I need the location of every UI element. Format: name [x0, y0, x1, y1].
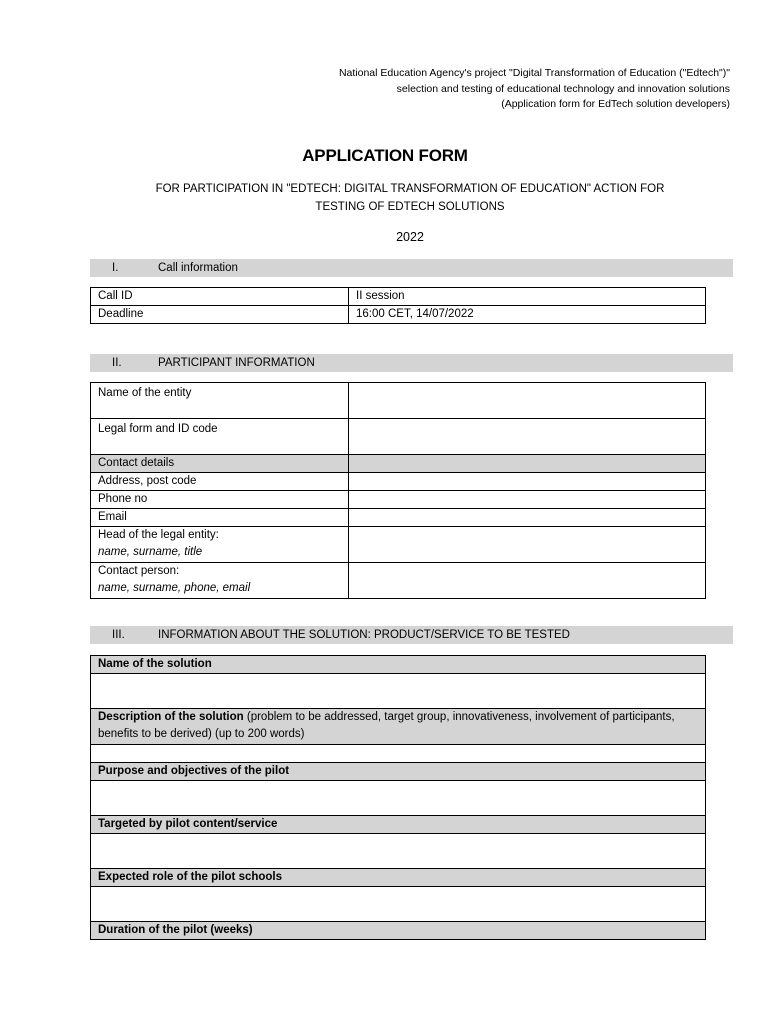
section-2-title: PARTICIPANT INFORMATION	[158, 357, 315, 369]
subtitle-line-1: FOR PARTICIPATION IN "EDTECH: DIGITAL TRANSFORMATION OF EDUCATION" ACTION FOR	[155, 183, 665, 195]
solution-info-table	[90, 655, 706, 940]
section-1-header	[90, 259, 733, 277]
table-row	[91, 834, 706, 869]
section-1-title: Call information	[158, 262, 238, 274]
entity-name-label: Name of the entity	[91, 383, 349, 419]
section-2-number: II.	[112, 357, 122, 369]
section-1-number: I.	[112, 262, 119, 274]
participant-info-table	[90, 382, 706, 599]
deadline-label: Deadline	[91, 306, 349, 324]
table-row	[91, 491, 706, 509]
entity-name-field[interactable]	[349, 383, 706, 419]
section-3-title: INFORMATION ABOUT THE SOLUTION: PRODUCT/SERVICE TO BE TESTED	[158, 629, 570, 641]
deadline-value[interactable]: 16:00 CET, 14/07/2022	[349, 306, 706, 324]
table-row	[91, 288, 706, 306]
call-id-value[interactable]: II session	[349, 288, 706, 306]
section-3-header	[90, 626, 733, 644]
description-label-bold: Description of the solution	[98, 711, 244, 723]
address-label: Address, post code	[91, 473, 349, 491]
solution-name-label: Name of the solution	[91, 656, 706, 674]
table-row	[91, 383, 706, 419]
contact-person-field[interactable]	[349, 563, 706, 599]
table-row	[91, 869, 706, 887]
address-field[interactable]	[349, 473, 706, 491]
contact-person-hint-text: name, surname, phone, email	[98, 582, 251, 594]
call-id-label: Call ID	[91, 288, 349, 306]
contact-details-cell	[349, 455, 706, 473]
contact-person-label	[91, 563, 349, 599]
table-row	[91, 509, 706, 527]
head-hint-text: name, surname, title	[98, 546, 203, 558]
pilot-schools-role-label: Expected role of the pilot schools	[91, 869, 706, 887]
description-label	[91, 709, 706, 745]
table-row	[91, 745, 706, 763]
table-row	[91, 674, 706, 709]
table-row	[91, 922, 706, 940]
table-row	[91, 455, 706, 473]
phone-field[interactable]	[349, 491, 706, 509]
section-3-number: III.	[112, 629, 125, 641]
solution-name-field[interactable]	[91, 674, 706, 709]
table-row	[91, 306, 706, 324]
subtitle-line-2: TESTING OF EDTECH SOLUTIONS	[315, 200, 505, 213]
description-field[interactable]	[91, 745, 706, 763]
header-note-line-2: selection and testing of educational technology and innovation solutions	[396, 82, 730, 95]
head-of-entity-field[interactable]	[349, 527, 706, 563]
table-row	[91, 763, 706, 781]
email-field[interactable]	[349, 509, 706, 527]
table-row	[91, 563, 706, 599]
table-row	[91, 473, 706, 491]
contact-person-label-text: Contact person:	[98, 565, 180, 577]
table-row	[91, 781, 706, 816]
head-label-text: Head of the legal entity:	[98, 529, 219, 541]
description-hint: (problem to be addressed, target group, innovativeness, involvement of participants, benefits to be derived) (up to 200 words)	[98, 711, 675, 740]
form-subtitle	[140, 181, 680, 216]
form-year: 2022	[396, 230, 424, 244]
head-of-entity-label	[91, 527, 349, 563]
email-label: Email	[91, 509, 349, 527]
legal-form-label: Legal form and ID code	[91, 419, 349, 455]
table-row	[91, 527, 706, 563]
header-note-line-3: (Application form for EdTech solution developers)	[501, 98, 730, 110]
table-row	[91, 887, 706, 922]
header-note	[339, 66, 730, 113]
purpose-label: Purpose and objectives of the pilot	[91, 763, 706, 781]
pilot-duration-label: Duration of the pilot (weeks)	[91, 922, 706, 940]
phone-label: Phone no	[91, 491, 349, 509]
call-info-table	[90, 287, 706, 324]
targeted-label: Targeted by pilot content/service	[91, 816, 706, 834]
section-2-header	[90, 354, 733, 372]
form-title: APPLICATION FORM	[302, 146, 468, 165]
table-row	[91, 656, 706, 674]
contact-details-label: Contact details	[91, 455, 349, 473]
header-note-line-1: National Education Agency's project "Digital Transformation of Education ("Edtech")"	[338, 67, 730, 79]
table-row	[91, 816, 706, 834]
purpose-field[interactable]	[91, 781, 706, 816]
pilot-schools-role-field[interactable]	[91, 887, 706, 922]
legal-form-field[interactable]	[349, 419, 706, 455]
table-row	[91, 709, 706, 745]
targeted-field[interactable]	[91, 834, 706, 869]
table-row	[91, 419, 706, 455]
